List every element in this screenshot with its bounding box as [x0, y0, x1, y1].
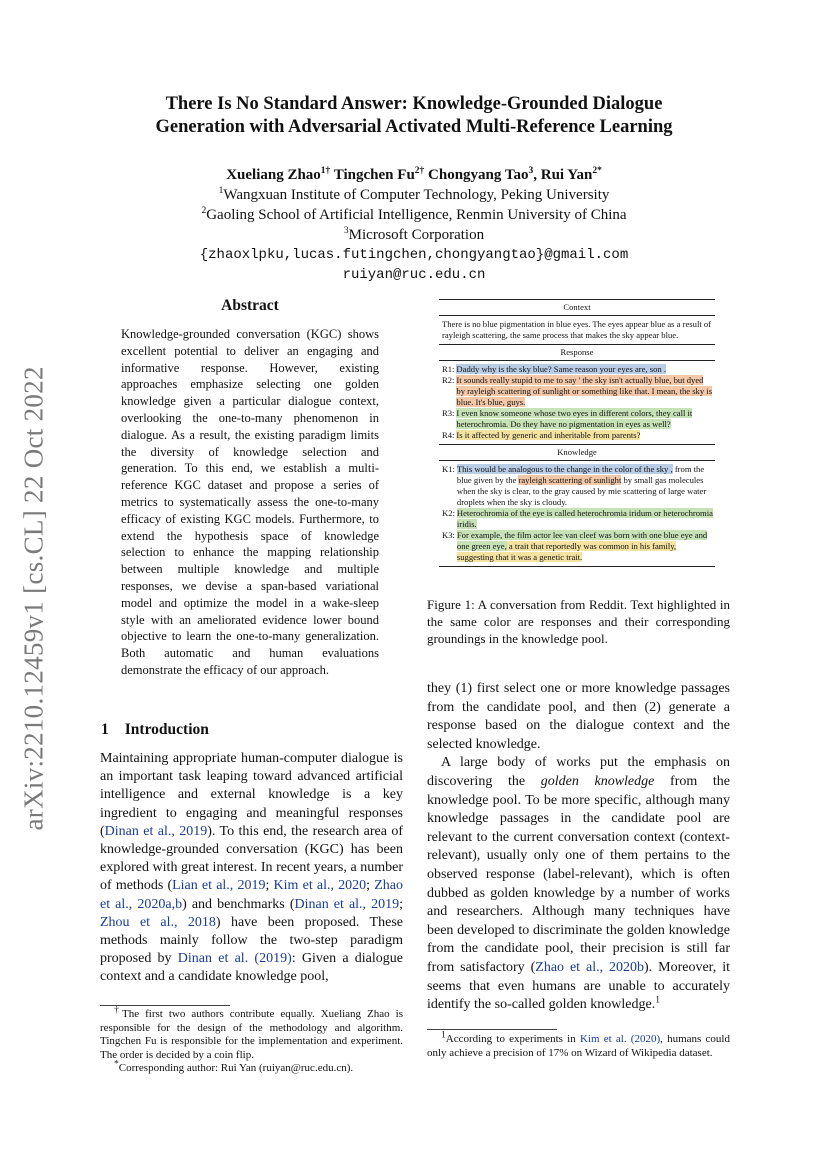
knowledge-item — [442, 464, 713, 508]
response-label: R2: — [442, 375, 455, 385]
section-heading-introduction — [101, 721, 209, 739]
knowledge-heading: Knowledge — [557, 447, 597, 457]
aff-1-text: Wangxuan Institute of Computer Technology, Peking University — [223, 187, 610, 203]
response-text: Daddy why is the sky blue? Same reason your eyes are, son . — [456, 364, 666, 374]
intro-text: ; — [399, 896, 404, 912]
response-label: R3: — [442, 408, 455, 418]
paragraph-two-step: they (1) first select one or more knowledge passages from the candidate pool, and then (2) generate a response based on the dialogue context and the selected knowledge. — [427, 681, 730, 752]
knowledge-text: a trait that reportedly was common in his family, suggesting that it was a genetic trait. — [456, 541, 677, 562]
knowledge-text: Heterochromia of the eye is called heterochromia iridum or heterochromia iridis. — [456, 508, 713, 529]
knowledge-item — [442, 530, 713, 563]
citation-link[interactable]: Kim et al., 2020 — [273, 878, 367, 894]
response-list — [439, 361, 715, 444]
arxiv-stamp: arXiv:2210.12459v1 [cs.CL] 22 Oct 2022 — [18, 366, 49, 831]
response-text: I even know someone whose two eyes in different colors, they call it heterochromia. Do they have no pigmentation in eyes as well? — [456, 408, 693, 429]
knowledge-text: by small gas molecules when the sky is clear, to the gray caused by mie scattering of large water droplets when the sky is cloudy. — [456, 475, 707, 507]
author-block — [0, 165, 828, 285]
right-column-text — [427, 680, 730, 1015]
citation-link[interactable]: Dinan et al. (2019) — [177, 951, 292, 967]
footnote-corresponding — [100, 1059, 403, 1076]
figure-bottom-rule — [439, 566, 715, 567]
affiliation-3 — [0, 225, 828, 245]
author-1: Xueliang Zhao — [226, 167, 321, 183]
response-heading: Response — [560, 347, 594, 357]
citation-link[interactable]: Lian et al., 2019 — [172, 878, 266, 894]
footnotes-left — [100, 1005, 404, 1076]
section-title: Introduction — [124, 721, 209, 738]
intro-text: ) and benchmarks ( — [182, 896, 295, 912]
response-item — [442, 408, 713, 430]
section-number: 1 — [101, 721, 109, 738]
footnote-kim — [427, 1030, 730, 1060]
footnote-equal-contribution — [100, 1005, 404, 1062]
knowledge-label: K1: — [442, 464, 455, 474]
citation-link[interactable]: Dinan et al., 2019 — [294, 896, 400, 912]
paper-title — [0, 93, 828, 139]
body-text: A large body of works put the emphasis on discovering the — [427, 755, 730, 789]
author-3-mark: 3 — [528, 166, 534, 176]
knowledge-label: K3: — [442, 530, 455, 540]
footnote-mark: * — [114, 1059, 119, 1070]
abstract-heading: Abstract — [221, 297, 279, 314]
footnote-text: , humans could only achieve a precision of 17% on Wizard of Wikipedia dataset. — [427, 1033, 730, 1059]
intro-text: Maintaining appropriate human-computer dialogue is an important task leaping toward advanced artificial intelligence and external knowledge is a key ingredient to engaging and meaningful responses ( — [100, 751, 403, 839]
context-text: There is no blue pigmentation in blue eyes. The eyes appear blue as a result of rayleigh scattering, the same process that makes the sky appear blue. — [442, 319, 712, 340]
aff-1-mark: 1 — [218, 186, 224, 196]
footnote-text: According to experiments in — [445, 1033, 580, 1045]
citation-link[interactable]: Kim et al. (2020) — [579, 1033, 661, 1045]
knowledge-text: rayleigh scattering of sunlight — [518, 475, 622, 485]
intro-text: ; — [366, 878, 375, 894]
knowledge-text: This would be analogous to the change in the color of the sky , — [456, 464, 673, 474]
intro-text: : Given a dialogue context and a candidate knowledge pool, — [100, 951, 403, 985]
title-line-1: There Is No Standard Answer: Knowledge-Grounded Dialogue — [165, 94, 663, 114]
citation-link[interactable]: Zhao et al., 2020a,b — [100, 878, 403, 912]
knowledge-text: For example, the film actor lee van cleef was born with one blue eye and one green eye, — [456, 530, 708, 551]
response-label: R4: — [442, 430, 455, 440]
response-item — [442, 364, 713, 375]
author-3: Chongyang Tao — [428, 167, 529, 183]
aff-3-text: Microsoft Corporation — [348, 227, 485, 243]
aff-2-mark: 2 — [201, 206, 207, 216]
citation-link[interactable]: Zhou et al., 2018 — [100, 914, 216, 930]
aff-2-text: Gaoling School of Artificial Intelligence, Renmin University of China — [206, 207, 627, 223]
intro-text: ) have been proposed. These methods mainly follow the two-step paradigm proposed by — [100, 914, 403, 967]
knowledge-item — [442, 508, 713, 530]
affiliation-1 — [0, 185, 828, 205]
aff-3-mark: 3 — [343, 226, 349, 236]
response-item — [442, 430, 713, 441]
footnote-mark: † — [114, 1005, 123, 1016]
author-2-mark: 2† — [414, 166, 425, 176]
context-heading: Context — [563, 302, 591, 312]
citation-link[interactable]: Dinan et al., 2019 — [104, 823, 208, 839]
footnote-right — [427, 1030, 730, 1060]
author-1-mark: 1† — [320, 166, 331, 176]
footnote-text: Corresponding author: Rui Yan (ruiyan@ruc.edu.cn). — [118, 1062, 354, 1074]
knowledge-list — [439, 461, 715, 566]
citation-link[interactable]: Zhao et al., 2020b — [535, 959, 645, 975]
author-4: Rui Yan — [540, 167, 593, 183]
figure-caption: Figure 1: A conversation from Reddit. Text highlighted in the same color are responses and their corresponding groundings in the knowledge pool. — [427, 597, 730, 646]
abstract-text: Knowledge-grounded conversation (KGC) shows excellent potential to deliver an engaging and informative response. However, existing approaches emphasize selecting one golden knowledge given a particular dialogue context, overlooking the one-to-many phenomenon in dialogue. As a result, the existing paradigm limits the diversity of knowledge selection and generation. To this end, we establish a multi-reference KGC dataset and propose a series of metrics to systematically assess the one-to-many efficacy of existing KGC models. Furthermore, to extend the hypothesis space of knowledge selection to enhance the mapping relationship between multiple knowledge and multiple responses, we devise a span-based variational model and optimize the model in a wake-sleep style with an ameliorated evidence lower bound objective to learn the one-to-many generalization. Both automatic and human evaluations demonstrate the efficacy of our approach. — [121, 327, 379, 677]
title-line-2: Generation with Adversarial Activated Multi-Reference Learning — [155, 117, 673, 137]
knowledge-label: K2: — [442, 508, 455, 518]
intro-text: ). To this end, the research area of knowledge-grounded conversation (KGC) has been explored with great interest. In recent years, a number of methods ( — [100, 823, 404, 894]
response-item — [442, 375, 713, 408]
author-2: Tingchen Fu — [333, 167, 415, 183]
body-text: from the knowledge pool. To be more specific, although many knowledge passages in the candidate pool are relevant to the current conversation context (context-relevant), usually only one of them pertains to the observed response (label-relevant), which is often dubbed as golden knowledge by a number of works and researchers. Although many techniques have been developed to discriminate the golden knowledge from the candidate pool, their precision is still far from satisfactory ( — [427, 773, 730, 975]
footnote-divider — [427, 1029, 557, 1030]
email-line-1[interactable]: {zhaoxlpku,lucas.futingchen,chongyangtao}@gmail.com — [199, 247, 629, 263]
footnote-mark: 1 — [441, 1030, 446, 1041]
figure-1-conversation — [439, 299, 715, 567]
intro-paragraph — [100, 750, 403, 987]
footnote-text: The first two authors contribute equally. Xueliang Zhao is responsible for the design of the methodology and algorithm. Tingchen Fu is responsible for the implementation and experiment. The order is decided by a coin flip. — [100, 1008, 404, 1061]
affiliation-2 — [0, 205, 828, 225]
response-text: It sounds really stupid to me to say ' the sky isn't actually blue, but dyed by rayleigh scattering of sunlight or something like that. I mean, the sky is blue. It's blue, guys. — [456, 375, 713, 407]
response-text: Is it affected by generic and inheritable from parents? — [456, 430, 641, 440]
intro-text: ; — [265, 878, 274, 894]
knowledge-text: from the blue given by the — [456, 464, 705, 485]
author-names: Xueliang Zhao$^{1\dagger}$ Tingchen $Fu^{2\dagger}$ Chongyang Tao$^3$, Rui Yan$^{2*}$ — [226, 166, 602, 183]
body-text: ). Moreover, it seems that even humans are unable to accurately identify the so-called golden knowledge. — [427, 959, 730, 1013]
response-label: R1: — [442, 364, 455, 374]
paragraph-golden-knowledge — [427, 754, 730, 1014]
email-line-2[interactable]: ruiyan@ruc.edu.cn — [342, 267, 486, 283]
author-4-mark: 2* — [592, 166, 602, 176]
emphasis-text: golden knowledge — [540, 773, 655, 789]
footnote-ref[interactable]: 1 — [655, 995, 660, 1006]
